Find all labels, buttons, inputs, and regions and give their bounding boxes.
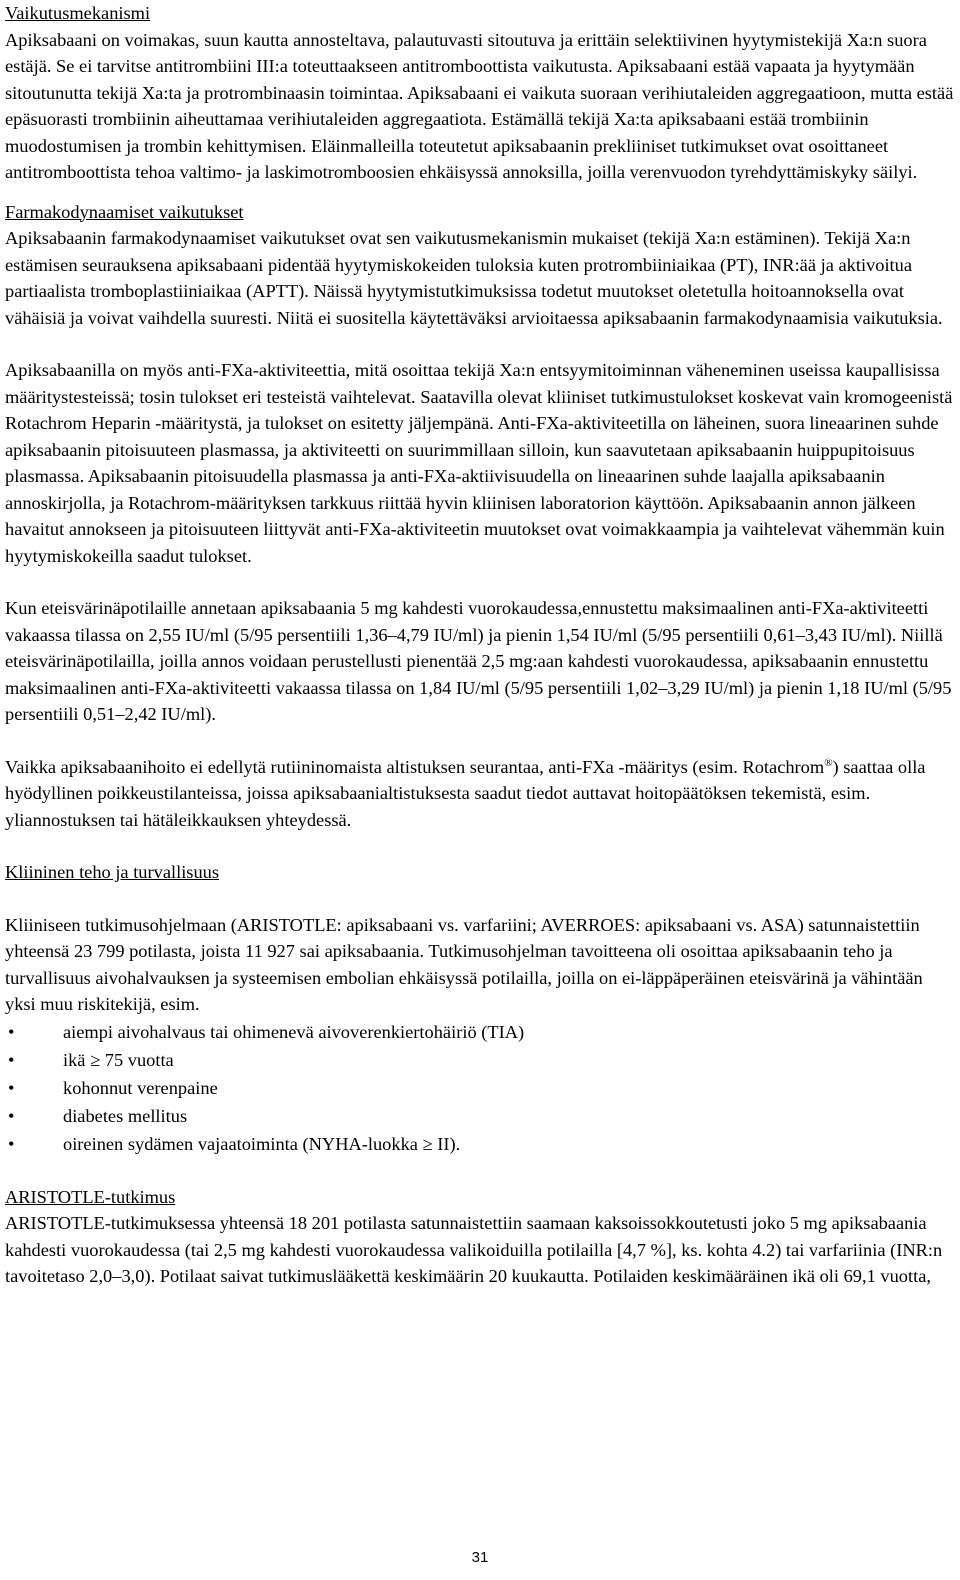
list-item-text: oireinen sydämen vajaatoiminta (NYHA-luokka ≥ II).	[63, 1133, 461, 1154]
list-item	[5, 1130, 955, 1158]
section-heading-clinical: Kliininen teho ja turvallisuus	[5, 862, 220, 882]
bullet-icon: •	[8, 1021, 15, 1042]
pharmacodynamics-paragraph: Apiksabaanin farmakodynaamiset vaikutukset ovat sen vaikutusmekanismin mukaiset (tekijä Xa:n estäminen). Tekijä Xa:n estämisen seurauksena apiksabaani pidentää hyytymiskokeiden tuloksia kuten protrombiiniaikaa (PT), INR:ää ja aktivoitua partiaalista tromboplastiiniaikaa (APTT). Näissä hyytymistutkimuksissa todetut muutokset oletetulla hoitoannoksella ovat vähäisiä ja voivat vaihdella suuresti. Niitä ei suositella käytettäväksi arvioitaessa apiksabaanin farmakodynaamisia vaikutuksia.	[5, 228, 943, 328]
section-heading-pharmacodynamics: Farmakodynaamiset vaikutukset	[5, 201, 244, 222]
list-item	[5, 1074, 955, 1102]
monitoring-text-post: ) saattaa olla hyödyllinen poikkeustilanteissa, joissa apiksabaanialtistuksesta saadut tiedot auttavat hoitopäätöksen tekemistä, esim. yliannostuksen tai hätäleikkauksen yhteydessä.	[5, 756, 926, 830]
list-item	[5, 1046, 955, 1074]
anti-fxa-paragraph: Apiksabaanilla on myös anti-FXa-aktiviteettia, mitä osoittaa tekijä Xa:n entsyymitoiminnan väheneminen useissa kaupallisissa määritystesteissä; tosin tulokset eri testeistä vaihtelevat. Saatavilla olevat kliiniset tutkimustulokset koskevat vain kromogeenistä Rotachrom Heparin -määritystä, ja tulokset on esitetty jäljempänä. Anti-FXa-aktiviteetilla on läheinen, suora lineaarinen suhde apiksabaanin pitoisuuteen plasmassa, ja aktiviteetti on suurimmillaan silloin, kun saavutetaan apiksabaanin huippupitoisuus plasmassa. Apiksabaanin pitoisuudella plasmassa ja anti-FXa-aktiivisuudella on lineaarinen suhde laajalla apiksabaanin annoskirjolla, ja Rotachrom-määrityksen tarkkuus riittää hyvin kliinisen laboratorion käyttöön. Apiksabaanin annon jälkeen havaitut annokseen ja pitoisuuteen liittyvät anti-FXa-aktiviteetin muutokset ovat voimakkaampia ja vaihtelevat vähemmän kuin hyytymiskokeilla saadut tulokset.	[5, 360, 953, 566]
mechanism-text-a: Apiksabaani on voimakas, suun kautta annosteltava, palautuvasti sitoutuva ja erittäin selektiivinen hyytymistekijä Xa:n suora estäjä. Se ei tarvitse antitrombiini III:a toteuttaakseen antitromboottista vaikutusta. Apiksabaani estää vapaata ja hyytymään sitoutunutta tekijä Xa:ta ja protrombinaasin toimintaa.	[5, 29, 927, 103]
monitoring-paragraph	[5, 754, 955, 834]
document-page	[5, 0, 955, 1290]
mechanism-paragraph	[5, 27, 955, 186]
clinical-paragraph: Kliiniseen tutkimusohjelmaan (ARISTOTLE: apiksabaani vs. varfariini; AVERROES: apiksabaani vs. ASA) satunnaistettiin yhteensä 23 799 potilasta, joista 11 927 sai apiksabaania. Tutkimusohjelman tavoitteena oli osoittaa apiksabaanin teho ja turvallisuus aivohalvauksen ja systeemisen embolian ehkäisyssä potilailla, joilla on ei-läppäperäinen eteisvärinä ja vähintään yksi muu riskitekijä, esim.	[5, 914, 923, 1014]
list-item-text: ikä ≥ 75 vuotta	[63, 1049, 174, 1070]
monitoring-text-pre: Vaikka apiksabaanihoito ei edellytä rutiininomaista altistuksen seurantaa, anti-FXa -määritys (esim. Rotachrom	[5, 756, 825, 777]
list-item-text: diabetes mellitus	[63, 1105, 188, 1126]
bullet-icon: •	[8, 1049, 15, 1070]
list-item-text: kohonnut verenpaine	[63, 1077, 218, 1098]
list-item	[5, 1018, 955, 1046]
bullet-icon: •	[8, 1133, 15, 1154]
section-heading-mechanism: Vaikutusmekanismi	[5, 3, 151, 23]
af-patients-paragraph: Kun eteisvärinäpotilaille annetaan apiksabaania 5 mg kahdesti vuorokaudessa,ennustettu maksimaalinen anti-FXa-aktiviteetti vakaassa tilassa on 2,55 IU/ml (5/95 persentiili 1,36–4,79 IU/ml) ja pienin 1,54 IU/ml (5/95 persentiili 0,61–3,43 IU/ml). Niillä eteisvärinäpotilailla, joilla annos voidaan perustellusti pienentää 2,5 mg:aan kahdesti vuorokaudessa, apiksabaanin ennustettu maksimaalinen anti-FXa-aktiviteetti vakaassa tilassa on 1,84 IU/ml (5/95 persentiili 1,02–3,29 IU/ml) ja pienin 1,18 IU/ml (5/95 persentiili 0,51–2,42 IU/ml).	[5, 598, 952, 724]
aristotle-paragraph: ARISTOTLE-tutkimuksessa yhteensä 18 201 potilasta satunnaistettiin saamaan kaksoissokkoutetusti joko 5 mg apiksabaania kahdesti vuorokaudessa (tai 2,5 mg kahdesti vuorokaudessa valikoiduilla potilailla [4,7 %], ks. kohta 4.2) tai varfariinia (INR:n tavoitetaso 2,0–3,0). Potilaat saivat tutkimuslääkettä keskimäärin 20 kuukautta. Potilaiden keskimääräinen ikä oli 69,1 vuotta,	[5, 1213, 943, 1286]
registered-mark: ®	[824, 756, 833, 769]
bullet-icon: •	[8, 1077, 15, 1098]
list-item	[5, 1102, 955, 1130]
page-number: 31	[471, 1549, 489, 1566]
list-item-text: aiempi aivohalvaus tai ohimenevä aivoverenkiertohäiriö (TIA)	[63, 1021, 525, 1042]
section-heading-aristotle: ARISTOTLE-tutkimus	[5, 1186, 176, 1207]
risk-factor-list	[5, 1018, 955, 1158]
mechanism-text-c: Eläinmalleilla toteutetut apiksabaanin prekliiniset tutkimukset ovat osoittaneet antitromboottista tehoa valtimo- ja laskimotromboosien ehkäisyssä annoksilla, joilla verenvuodon tyrehdyttämiskyky säilyi.	[5, 135, 918, 182]
bullet-icon: •	[8, 1105, 15, 1126]
mechanism-text-b: Apiksabaani ei vaikuta suoraan verihiutaleiden aggregaatioon, mutta estää epäsuorasti trombiinin aiheuttamaa verihiutaleiden aggregaatiota. Estämällä tekijä Xa:ta apiksabaani estää trombiinin muodostumisen ja trombin kehittymisen.	[5, 82, 954, 156]
